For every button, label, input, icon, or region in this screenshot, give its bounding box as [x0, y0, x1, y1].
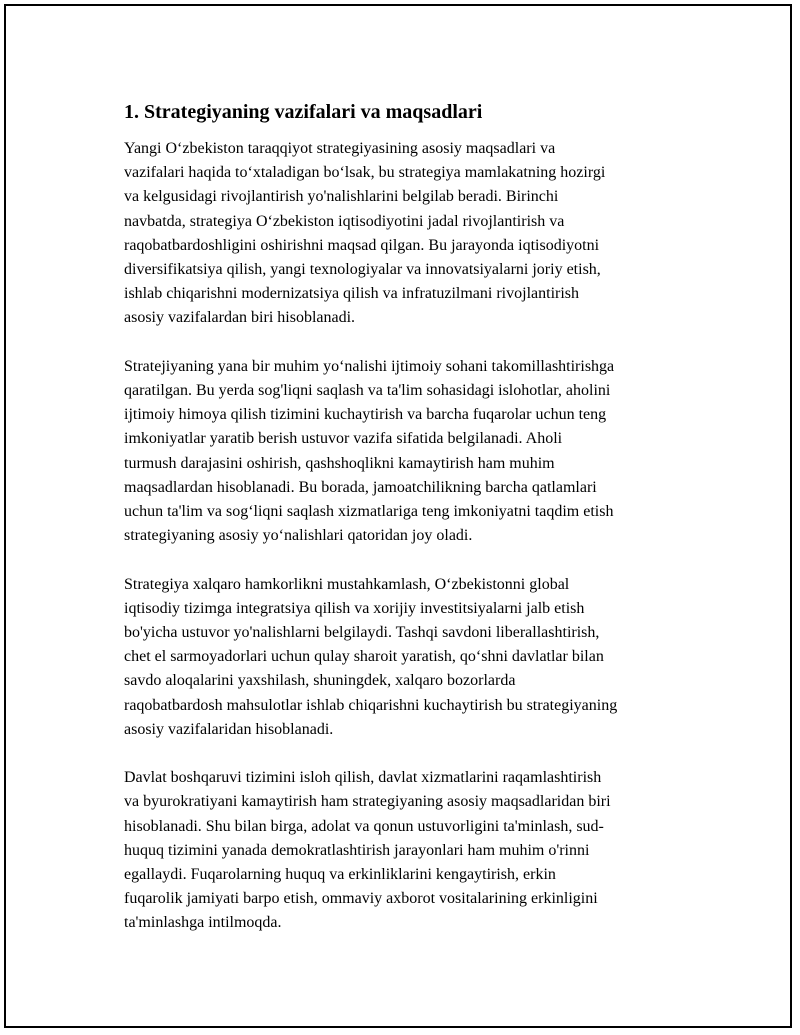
text-line: ijtimoiy himoya qilish tizimini kuchaytirish va barcha fuqarolar uchun teng	[124, 406, 607, 424]
text-line: ta'minlashga intilmoqda.	[124, 914, 282, 932]
text-line: raqobatbardoshligini oshirishni maqsad qilgan. Bu jarayonda iqtisodiyotni	[124, 236, 600, 254]
text-line: va byurokratiyani kamaytirish ham strategiyaning asosiy maqsadlaridan biri	[124, 793, 611, 811]
text-line: imkoniyatlar yaratib berish ustuvor vazifa sifatida belgilanadi. Aholi	[124, 430, 563, 448]
text-line: maqsadlardan hisoblanadi. Bu borada, jamoatchilikning barcha qatlamlari	[124, 478, 597, 496]
text-line: fuqarolik jamiyati barpo etish, ommaviy axborot vositalarining erkinligini	[124, 890, 598, 908]
text-line: iqtisodiy tizimga integratsiya qilish va xorijiy investitsiyalarni jalb etish	[124, 599, 585, 617]
paragraph-3	[124, 573, 696, 742]
page-frame	[4, 4, 792, 1028]
text-line: navbatda, strategiya O‘zbekiston iqtisodiyotini jadal rivojlantirish va	[124, 212, 565, 230]
text-line: chet el sarmoyadorlari uchun qulay sharoit yaratish, qo‘shni davlatlar bilan	[124, 648, 604, 666]
text-line: hisoblanadi. Shu bilan birga, adolat va qonun ustuvorligini ta'minlash, sud-	[124, 817, 604, 835]
text-line: bo'yicha ustuvor yo'nalishlarni belgilaydi. Tashqi savdoni liberallashtirish,	[124, 624, 600, 642]
text-line: huquq tizimini yanada demokratlashtirish jarayonlari ham muhim o'rinni	[124, 841, 590, 859]
text-line: qaratilgan. Bu yerda sog'liqni saqlash va ta'lim sohasidagi islohotlar, aholini	[124, 382, 611, 400]
text-line: egallaydi. Fuqarolarning huquq va erkinliklarini kengaytirish, erkin	[124, 866, 556, 884]
text-line: Davlat boshqaruvi tizimini isloh qilish, davlat xizmatlarini raqamlashtirish	[124, 769, 602, 787]
paragraph-2	[124, 355, 696, 549]
document-body	[124, 99, 696, 960]
text-line: vazifalari haqida to‘xtaladigan bo‘lsak, bu strategiya mamlakatning hozirgi	[124, 164, 606, 182]
text-line: Stratejiyaning yana bir muhim yo‘nalishi ijtimoiy sohani takomillashtirishga	[124, 357, 615, 375]
text-line: strategiyaning asosiy yo‘nalishlari qatoridan joy oladi.	[124, 527, 473, 545]
text-line: uchun ta'lim va sog‘liqni saqlash xizmatlariga teng imkoniyatni taqdim etish	[124, 503, 614, 521]
text-line: savdo aloqalarini yaxshilash, shuningdek, xalqaro bozorlarda	[124, 672, 516, 690]
text-line: raqobatbardosh mahsulotlar ishlab chiqarishni kuchaytirish bu strategiyaning	[124, 696, 618, 714]
text-line: diversifikatsiya qilish, yangi texnologiyalar va innovatsiyalarni joriy etish,	[124, 261, 601, 279]
text-line: asosiy vazifalardan biri hisoblanadi.	[124, 309, 356, 327]
paragraph-4	[124, 766, 696, 935]
paragraph-1	[124, 137, 696, 331]
section-heading: 1. Strategiyaning vazifalari va maqsadlari	[124, 101, 483, 123]
text-line: Strategiya xalqaro hamkorlikni mustahkamlash, O‘zbekistonni global	[124, 575, 570, 593]
text-line: turmush darajasini oshirish, qashshoqlikni kamaytirish ham muhim	[124, 454, 555, 472]
text-line: va kelgusidagi rivojlantirish yo'nalishlarini belgilab beradi. Birinchi	[124, 188, 559, 206]
text-line: asosiy vazifalaridan hisoblanadi.	[124, 720, 334, 738]
text-line: Yangi O‘zbekiston taraqqiyot strategiyasining asosiy maqsadlari va	[124, 140, 556, 157]
text-line: ishlab chiqarishni modernizatsiya qilish va infratuzilmani rivojlantirish	[124, 285, 580, 303]
